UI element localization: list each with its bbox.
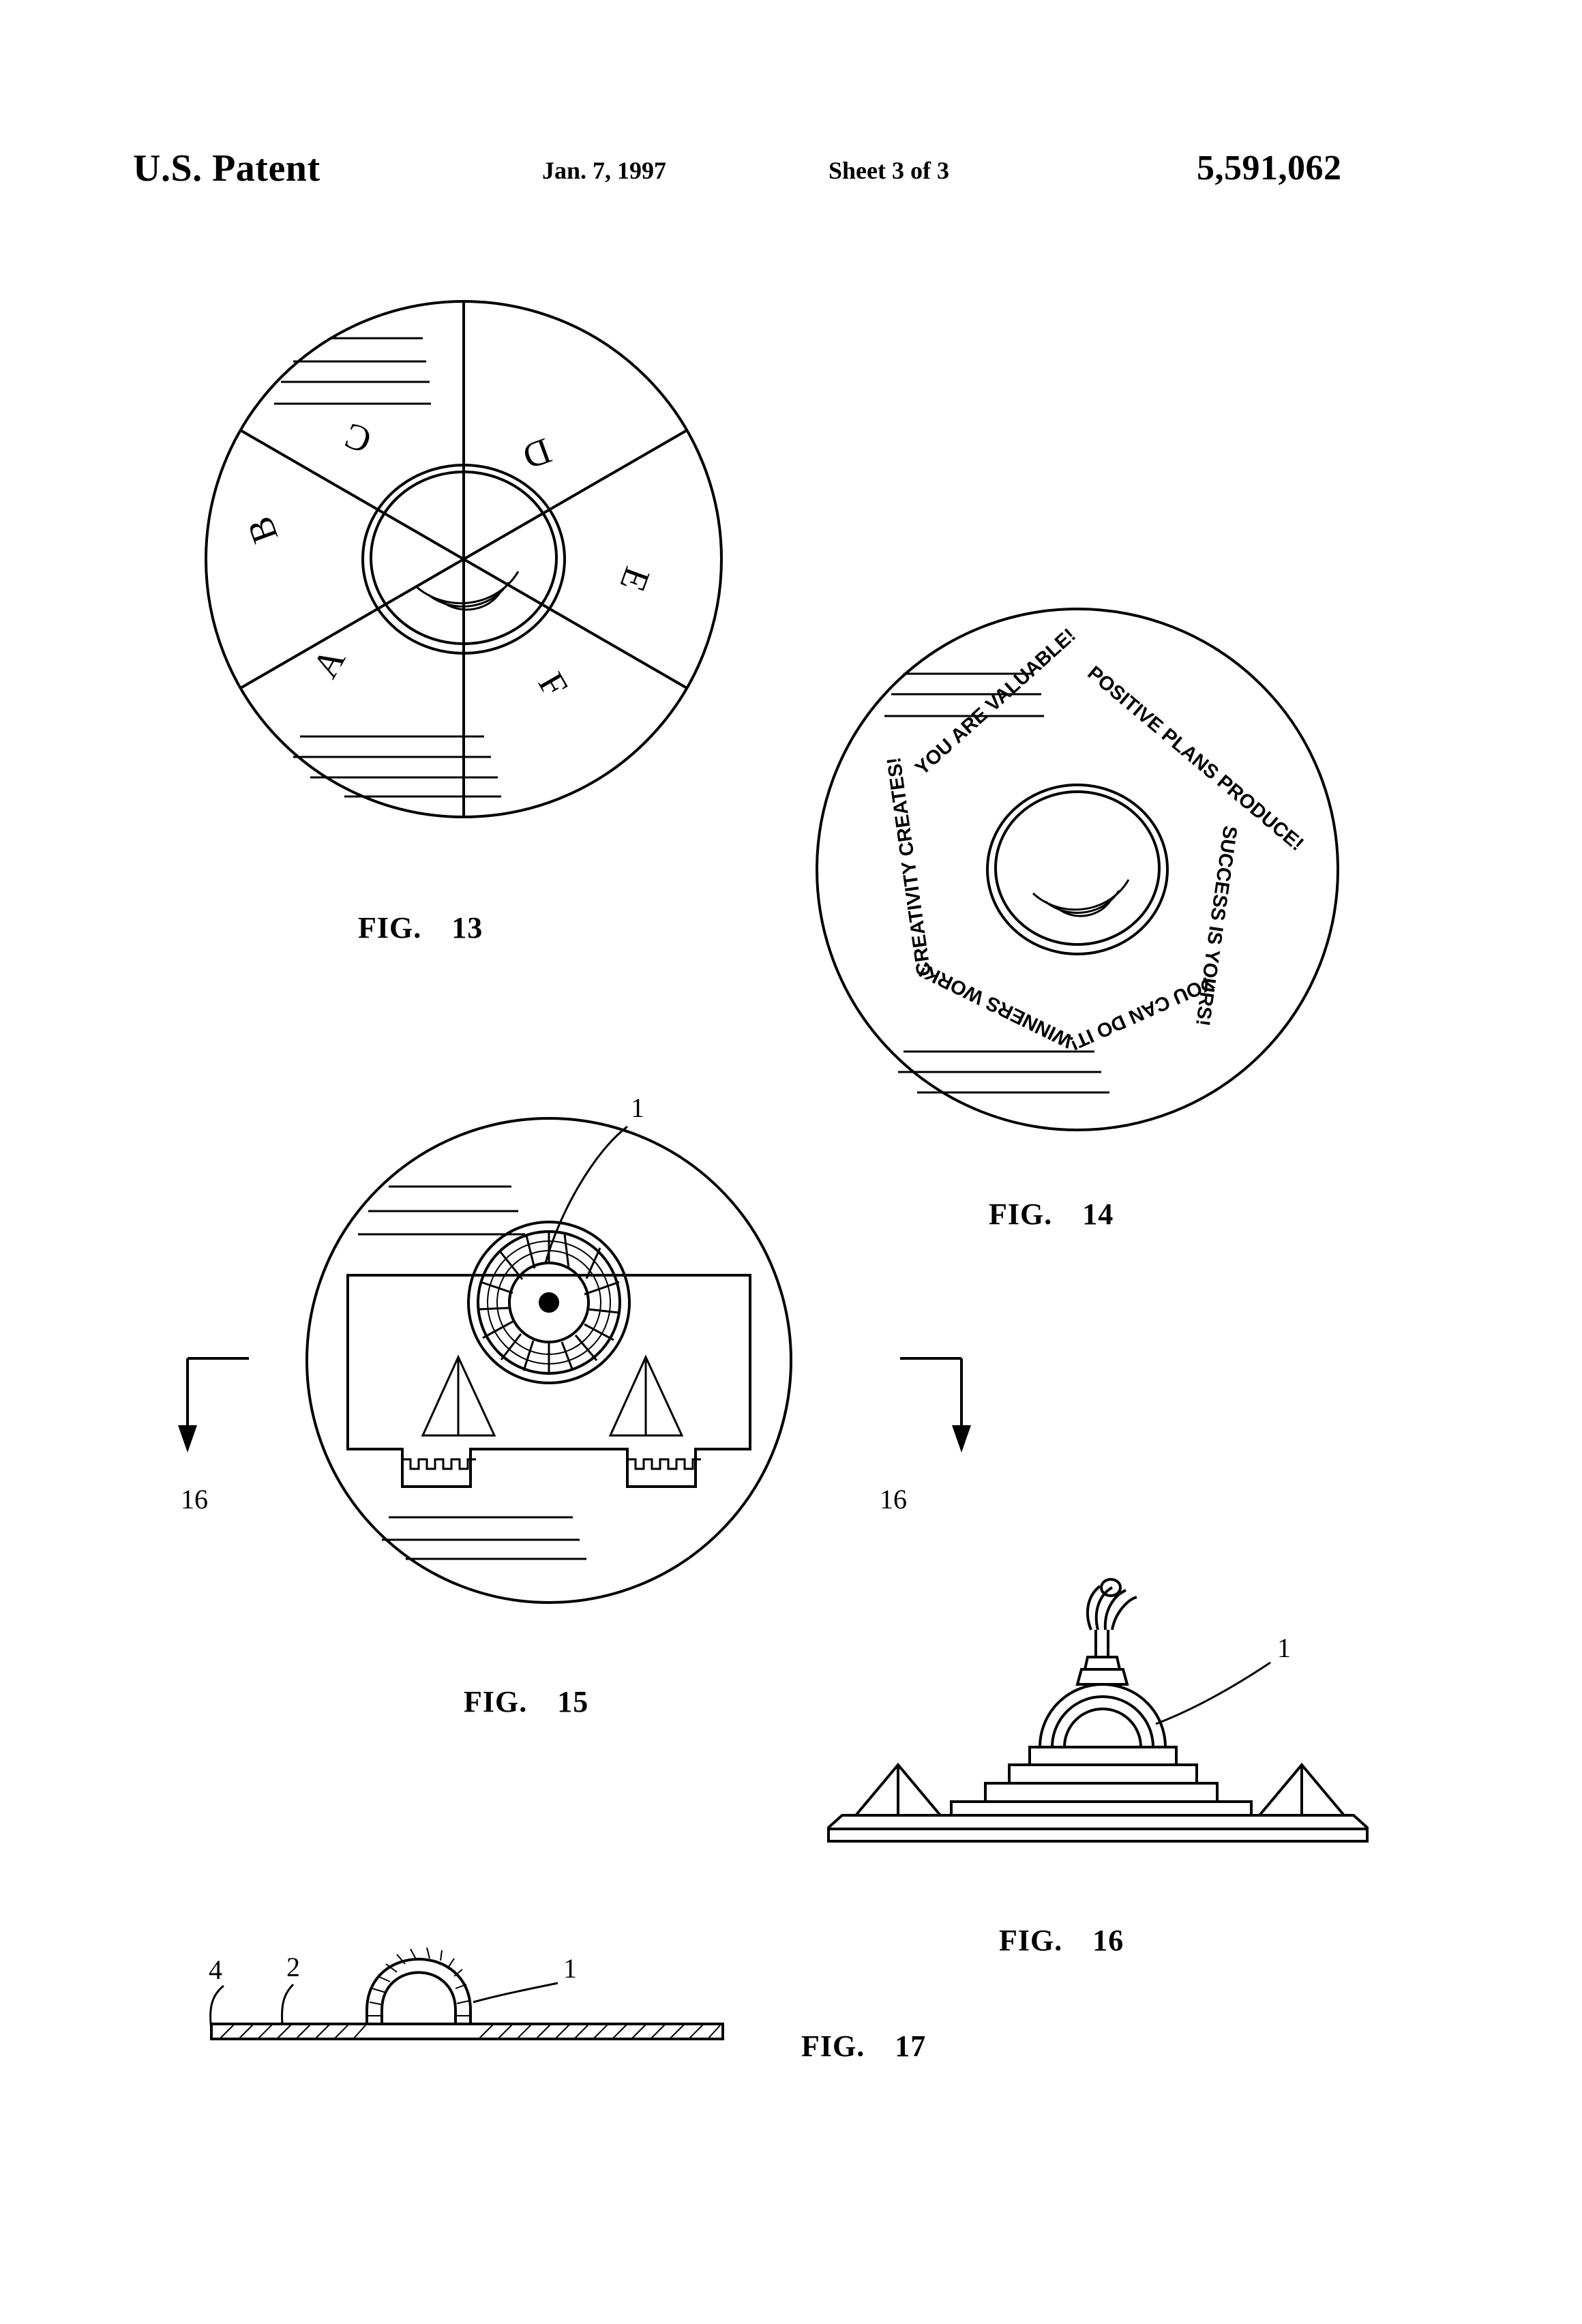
phrase-success: SUCCESS IS YOURS! [1191,824,1241,1028]
figure-17-label: FIG. [801,2029,865,2063]
sector-label-c: C [339,415,377,462]
figure-14-label: FIG. [989,1197,1053,1231]
section-arrow-right-fig15 [873,1350,982,1480]
reference-numeral-1-fig16: 1 [1277,1633,1291,1663]
figure-16-caption [999,1923,1124,1958]
section-arrow-left-fig15 [174,1350,283,1480]
figure-17-caption [801,2029,926,2064]
figure-17-number: 17 [895,2029,927,2063]
figure-17-drawing [184,1868,764,2059]
phrase-positive-plans: POSITIVE PLANS PRODUCE! [1083,661,1308,856]
section-arrow-left-label: 16 [181,1484,208,1515]
figure-15-number: 15 [557,1685,589,1718]
patent-date: Jan. 7, 1997 [542,157,667,184]
patent-number: 5,591,062 [1197,149,1342,188]
phrase-creativity: CREATIVITY CREATES! [883,756,936,978]
phrase-you-are-valuable: YOU ARE VALUABLE! [911,624,1080,780]
figure-14-drawing [801,593,1354,1146]
reference-numeral-2-fig17: 2 [286,1952,300,1982]
figure-14-number: 14 [1082,1197,1114,1231]
sector-label-f: F [530,666,576,704]
figure-14-caption [989,1197,1114,1232]
figure-13-drawing [191,286,736,832]
patent-office-label: U.S. Patent [133,147,320,190]
figure-15-label: FIG. [464,1685,528,1718]
section-arrow-right-label: 16 [880,1484,907,1515]
sheet-number: Sheet 3 of 3 [829,157,949,184]
sector-label-a: A [304,641,353,685]
phrase-you-can-do-it: YOU CAN DO IT! [1066,970,1218,1054]
sector-label-e: E [612,561,659,597]
figure-13-caption [358,910,483,945]
reference-numeral-4-fig17: 4 [209,1954,222,1985]
figure-13-label: FIG. [358,911,422,944]
sector-label-d: D [518,430,557,478]
figure-13-number: 13 [451,911,483,944]
figure-16-number: 16 [1092,1924,1124,1957]
figure-16-label: FIG. [999,1924,1063,1957]
figure-16-drawing [815,1548,1381,1889]
phrase-winners-work: WINNERS WORK! [915,958,1077,1052]
figure-15-caption [464,1684,588,1719]
reference-numeral-1-fig15: 1 [631,1092,644,1123]
reference-numeral-1-fig17: 1 [563,1953,577,1984]
sector-label-b: B [239,511,286,549]
figure-15-drawing [286,1077,839,1623]
patent-header [0,147,1582,208]
